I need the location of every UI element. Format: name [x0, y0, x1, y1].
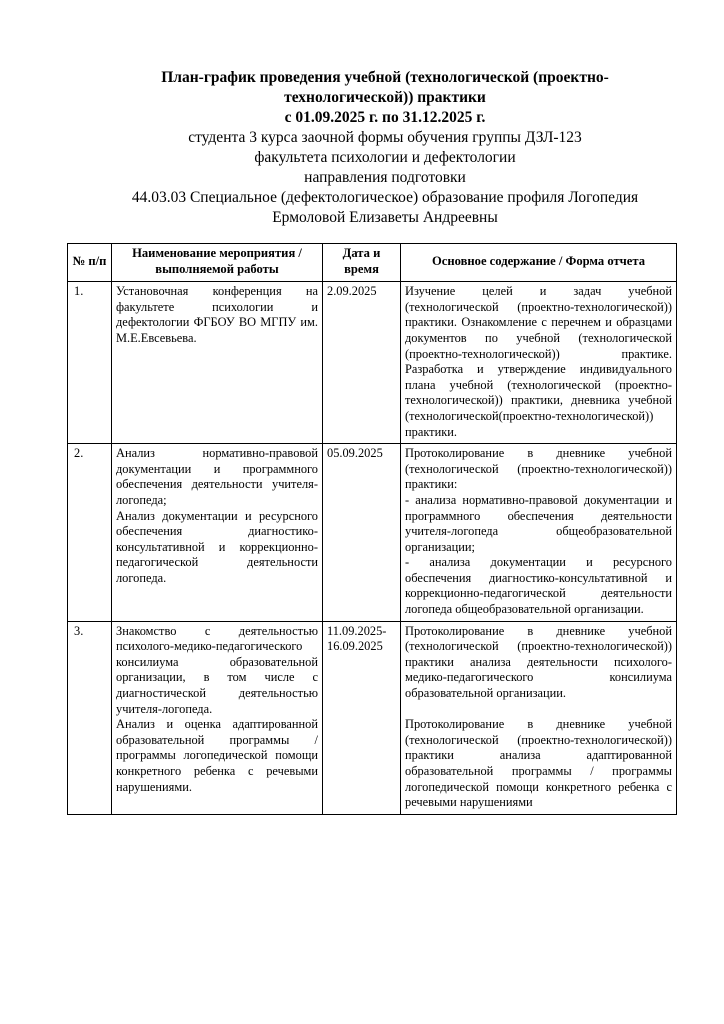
row-name-text: Установочная конференция на факультете психологии и дефектологии ФГБОУ ВО МГПУ им. М.Е.Евсевьева.: [116, 284, 318, 345]
document-header: [70, 68, 700, 228]
table-row: [68, 444, 677, 622]
title-dates: с 01.09.2025 г. по 31.12.2025 г.: [284, 109, 486, 126]
row-content-text: - анализа документации и ресурсного обеспечения диагностико-консультативной и коррекционно-педагогической деятельности логопеда общеобразовательной организации.: [405, 555, 672, 617]
faculty-line: факультета психологии и дефектологии: [254, 149, 516, 166]
row-name-text: Анализ и оценка адаптированной образовательной программы / программы логопедической помощи конкретного ребенка с речевыми нарушениями.: [116, 717, 318, 794]
title-line-2: технологической)) практики: [284, 89, 486, 106]
row-name-text: Анализ документации и ресурсного обеспечения диагностико-консультативной и коррекционно-педагогической деятельности логопеда.: [116, 508, 318, 585]
row-date: 11.09.2025-16.09.2025: [323, 621, 401, 814]
paragraph-gap: [405, 702, 672, 718]
plan-table: [67, 243, 677, 815]
header-name: Наименование мероприятия / выполняемой работы: [112, 244, 323, 282]
table-header-row: [68, 244, 677, 282]
row-name: [112, 282, 323, 444]
row-name-text: Знакомство с деятельностью психолого-медико-педагогического консилиума образовательной организации, в том числе с диагностической деятельностью учителя-логопеда.: [116, 623, 318, 716]
header-num: № п/п: [68, 244, 112, 282]
row-date: 2.09.2025: [323, 282, 401, 444]
row-content: [401, 282, 677, 444]
row-content-text: Протоколирование в дневнике учебной (технологической (проектно-технологической)) практики:: [405, 446, 672, 492]
row-num: 3.: [68, 621, 112, 814]
row-content: [401, 444, 677, 622]
student-name: Ермоловой Елизаветы Андреевны: [272, 209, 498, 226]
table-row: [68, 621, 677, 814]
row-name: [112, 621, 323, 814]
row-name: [112, 444, 323, 622]
row-num: 1.: [68, 282, 112, 444]
header-date: Дата и время: [323, 244, 401, 282]
header-content: Основное содержание / Форма отчета: [401, 244, 677, 282]
row-content: [401, 621, 677, 814]
row-content-text: Протоколирование в дневнике учебной (технологической (проектно-технологической)) практики анализа деятельности психолого-медико-педагогического консилиума образовательной организации.: [405, 623, 672, 701]
row-content-text: Изучение целей и задач учебной (технологической (проектно-технологической)) практики. Ознакомление с перечнем и образцами документов по учебной (технологической (проектно-технологической)) практике. Разработка и утверждение индивидуального плана учебной (технологической (проектно-технологической)) практики, дневника учебной (технологической(проектно-технологической)) практики.: [405, 284, 672, 439]
student-line: студента 3 курса заочной формы обучения группы ДЗЛ-123: [188, 129, 582, 146]
row-date: 05.09.2025: [323, 444, 401, 622]
profile-line: 44.03.03 Специальное (дефектологическое) образование профиля Логопедия: [131, 189, 639, 206]
title-line-1: План-график проведения учебной (технологической (проектно-: [161, 69, 609, 86]
row-num: 2.: [68, 444, 112, 622]
table-row: [68, 282, 677, 444]
row-name-text: Анализ нормативно-правовой документации и программного обеспечения деятельности учителя-логопеда;: [116, 446, 318, 507]
row-content-text: - анализа нормативно-правовой документации и программного обеспечения деятельности учителя-логопеда общеобразовательной организации;: [405, 492, 672, 554]
direction-line: направления подготовки: [304, 169, 466, 186]
row-content-text: Протоколирование в дневнике учебной (технологической (проектно-технологической)) практики анализа адаптированной образовательной программы / программы логопедической помощи конкретного ребенка с речевыми нарушениями: [405, 717, 672, 810]
